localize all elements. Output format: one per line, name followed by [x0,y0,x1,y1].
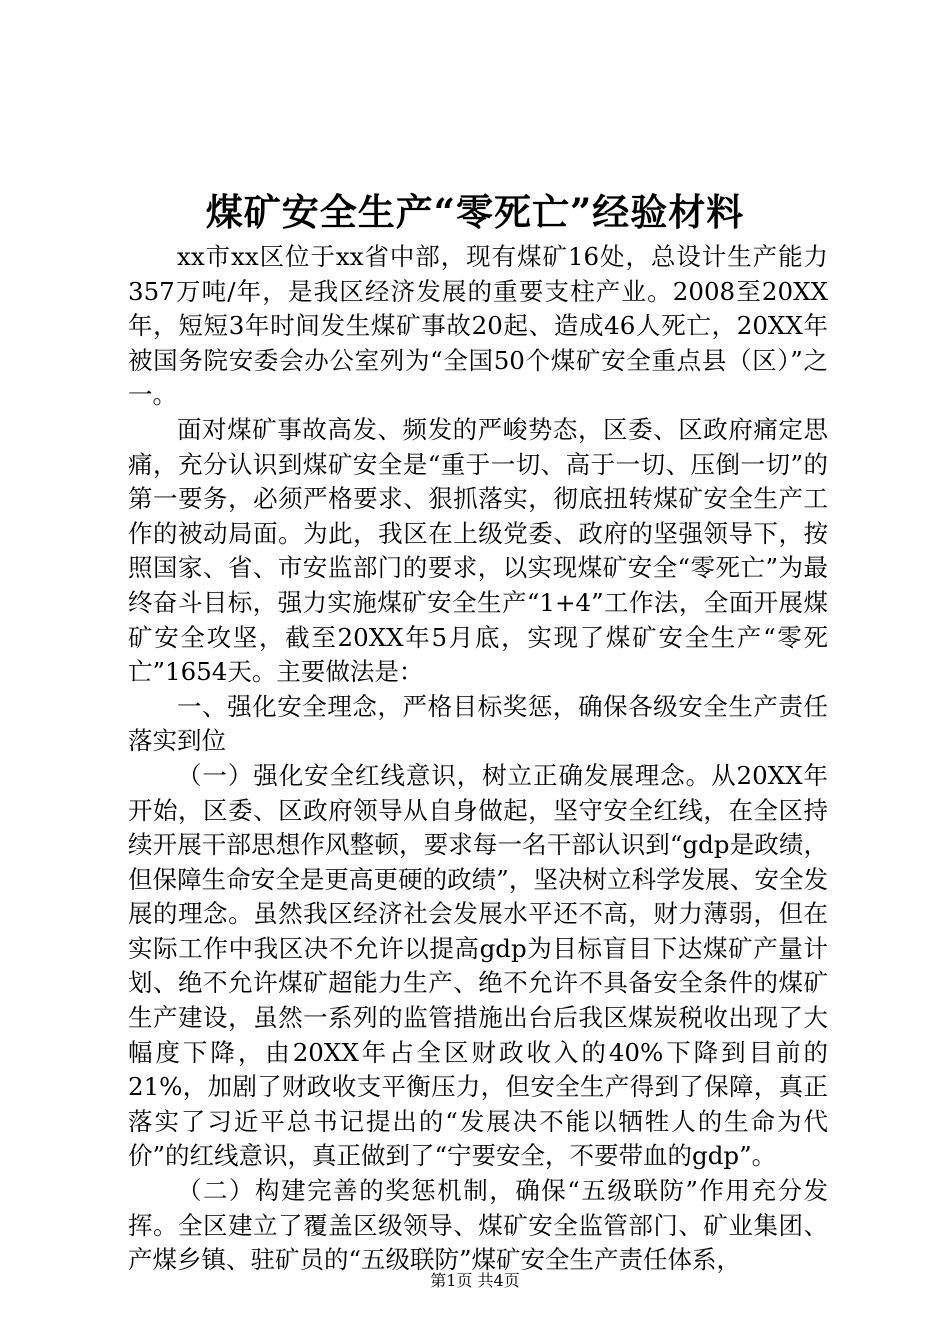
paragraph-subsection-1: （一）强化安全红线意识，树立正确发展理念。从20XX年开始，区委、区政府领导从自身做起，坚守安全红线，在全区持续开展干部思想作风整顿，要求每一名干部认识到“gdp是政绩，但保障生命安全是更高更硬的政绩”，坚决树立科学发展、安全发展的理念。虽然我区经济社会发展水平还不高，财力薄弱，但在实际工作中我区决不允许以提高gdp为目标盲目下达煤矿产量计划、绝不允许煤矿超能力生产、绝不允许不具备安全条件的煤矿生产建设，虽然一系列的监管措施出台后我区煤炭税收出现了大幅度下降，由20XX年占全区财政收入的40%下降到目前的21%，加剧了财政收支平衡压力，但安全生产得到了保障，真正落实了习近平总书记提出的“发展决不能以牺牲人的生命为代价”的红线意识，真正做到了“宁要安全，不要带血的gdp”。 [128,760,828,1171]
page-footer: 第1页 共4页 [430,1271,520,1290]
paragraph-intro: xx市xx区位于xx省中部，现有煤矿16处，总设计生产能力357万吨/年，是我区经济发展的重要支柱产业。2008至20XX年，短短3年时间发生煤矿事故20起、造成46人死亡，20XX年被国务院安委会办公室列为“全国50个煤矿安全重点县（区）”之一。 [128,242,828,410]
paragraph-background: 面对煤矿事故高发、频发的严峻势态，区委、区政府痛定思痛，充分认识到煤矿安全是“重于一切、高于一切、压倒一切”的第一要务，必须严格要求、狠抓落实，彻底扭转煤矿安全生产工作的被动局面。为此，我区在上级党委、政府的坚强领导下，按照国家、省、市安监部门的要求，以实现煤矿安全“零死亡”为最终奋斗目标，强力实施煤矿安全生产“1+4”工作法，全面开展煤矿安全攻坚，截至20XX年5月底，实现了煤矿安全生产“零死亡”1654天。主要做法是： [128,414,828,687]
document-title: 煤矿安全生产“零死亡”经验材料 [205,190,745,234]
document-body [128,240,828,1278]
paragraph-subsection-2: （二）构建完善的奖惩机制，确保“五级联防”作用充分发挥。全区建立了覆盖区级领导、煤矿安全监管部门、矿业集团、产煤乡镇、驻矿员的“五级联防”煤矿安全生产责任体系， [128,1176,828,1275]
section-heading-1: 一、强化安全理念，严格目标奖惩，确保各级安全生产责任落实到位 [128,691,828,756]
